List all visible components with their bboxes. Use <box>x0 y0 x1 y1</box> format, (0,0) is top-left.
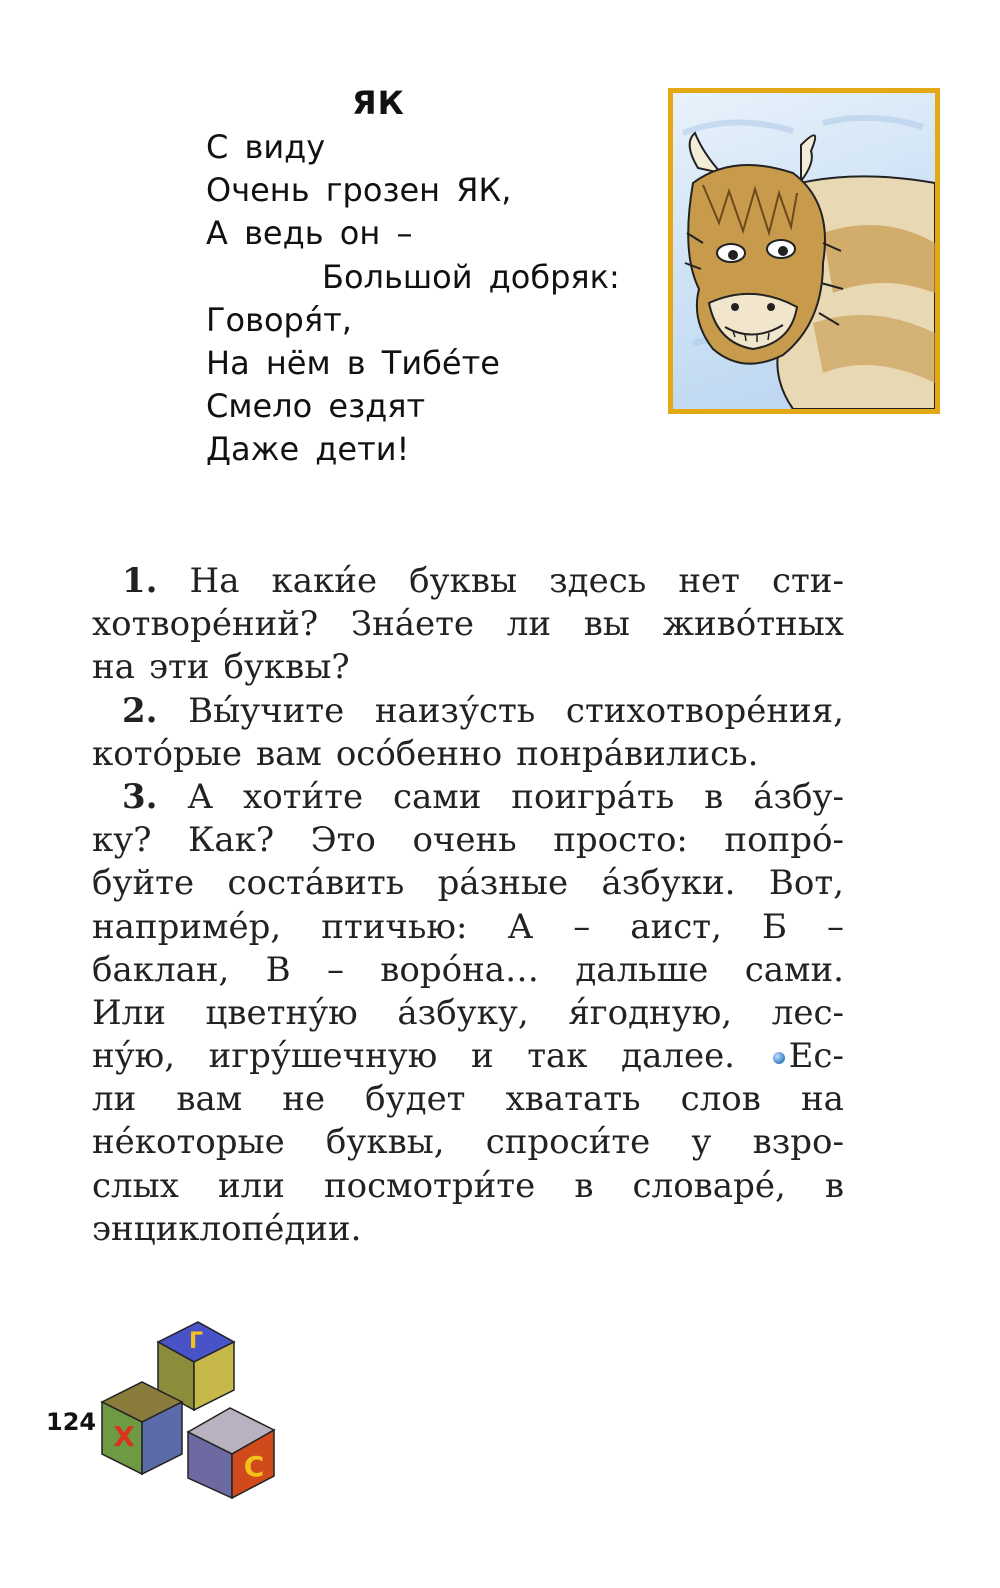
word: сти- <box>771 561 844 601</box>
bullet-dot-icon <box>773 1052 785 1064</box>
exercise-line <box>92 1035 844 1078</box>
word: сами <box>392 776 482 817</box>
cube-letter: Х <box>113 1420 135 1453</box>
cubes-icon <box>98 1318 284 1500</box>
word: далее. <box>621 1036 735 1077</box>
word: вам <box>255 733 322 774</box>
word: слов <box>680 1079 761 1120</box>
word: очень <box>412 820 517 861</box>
exercise-line <box>92 603 844 646</box>
poem-line: Даже дети! <box>206 430 410 469</box>
word: здесь <box>549 561 647 601</box>
word: ра́зные <box>437 863 569 904</box>
word: поигра́ть <box>511 776 675 817</box>
word: в <box>824 1165 844 1206</box>
word: дальше <box>575 949 709 990</box>
word: вам <box>176 1079 243 1120</box>
word: я́годную, <box>568 992 733 1033</box>
word: – <box>326 949 344 990</box>
exercise-line <box>92 560 844 603</box>
word: словаре́, <box>632 1165 786 1206</box>
word: буквы? <box>223 647 350 688</box>
exercise-line <box>92 776 844 819</box>
word: живо́тных <box>662 604 844 645</box>
word: Вот, <box>768 863 844 904</box>
word: будет <box>365 1079 466 1120</box>
word: понра́вились. <box>516 733 759 774</box>
word: – <box>573 906 591 947</box>
word: а́збу- <box>753 776 844 817</box>
word: Как? <box>188 820 275 861</box>
word: сами. <box>744 949 844 990</box>
exercise-line <box>92 1165 844 1208</box>
word: Б <box>761 906 787 947</box>
word: буйте <box>92 863 195 904</box>
word: или <box>217 1165 285 1206</box>
word: наприме́р, <box>92 906 282 947</box>
word: взро- <box>752 1122 844 1163</box>
word: слых <box>92 1165 179 1206</box>
word: соста́вить <box>227 863 405 904</box>
word: стихотворе́ния, <box>565 690 844 731</box>
word: птичью: <box>321 906 468 947</box>
word: аист, <box>630 906 722 947</box>
exercises-text <box>92 560 844 1251</box>
cube-letter: Г <box>188 1329 204 1354</box>
word: – <box>826 906 844 947</box>
word: у <box>691 1122 712 1163</box>
word: вы <box>583 604 630 645</box>
word: ли <box>506 604 552 645</box>
word: ку? <box>92 820 152 861</box>
word: ли <box>92 1079 137 1120</box>
word: на <box>92 647 135 688</box>
yak-illustration <box>668 88 940 414</box>
word: А <box>187 776 214 817</box>
word: Зна́ете <box>350 604 475 645</box>
page-number: 124 <box>46 1408 97 1436</box>
word: наизу́сть <box>374 690 536 731</box>
word: в <box>704 776 724 817</box>
exercise-line <box>92 1121 844 1164</box>
word: а́збуки. <box>601 863 736 904</box>
word: Ес- <box>788 1036 844 1077</box>
exercise-number: 2. <box>122 690 158 731</box>
word-with-bullet <box>769 1035 844 1078</box>
word: В <box>265 949 291 990</box>
poem-line: Большой добряк: <box>322 257 620 296</box>
cube-left <box>102 1382 182 1474</box>
exercise-line <box>92 1078 844 1121</box>
yak-icon <box>673 93 935 409</box>
word: и <box>470 1036 494 1077</box>
word: хоти́те <box>243 776 364 817</box>
word: так <box>527 1036 588 1077</box>
word: буквы <box>409 561 518 601</box>
word: ну́ю, <box>92 1036 176 1077</box>
word: энциклопе́дии. <box>92 1208 362 1249</box>
word: а́збуку, <box>397 992 529 1033</box>
word: буквы, <box>325 1122 445 1163</box>
exercise-line <box>92 906 844 949</box>
exercise-line <box>92 733 844 776</box>
exercise-line <box>92 819 844 862</box>
exercise-line <box>92 1208 844 1251</box>
word: На <box>189 561 240 601</box>
word: посмотри́те <box>323 1165 536 1206</box>
poem-line: Смело ездят <box>206 387 426 426</box>
word: не <box>282 1079 326 1120</box>
word: баклан, <box>92 949 230 990</box>
word: осо́бенно <box>335 733 503 774</box>
poem-line: Говоря́т, <box>206 300 352 339</box>
word: кото́рые <box>92 733 242 774</box>
word: хватать <box>505 1079 641 1120</box>
exercise-line <box>92 949 844 992</box>
word: воро́на… <box>380 949 540 990</box>
word: спроси́те <box>485 1122 651 1163</box>
exercise-line <box>92 646 844 689</box>
word: Или <box>92 992 166 1033</box>
word: попро́- <box>724 820 844 861</box>
poem-text <box>206 126 656 472</box>
exercise-line <box>92 992 844 1035</box>
word: не́которые <box>92 1122 285 1163</box>
word: эти <box>148 647 210 688</box>
exercise-line <box>92 690 844 733</box>
word: лес- <box>771 992 844 1033</box>
alphabet-blocks-icon <box>98 1318 284 1500</box>
cube-letter: С <box>243 1450 265 1483</box>
word: просто: <box>553 820 688 861</box>
poem-line: На нём в Тибе́те <box>206 343 500 382</box>
exercise-number: 1. <box>122 561 158 601</box>
word: цветну́ю <box>205 992 358 1033</box>
word: игру́шечную <box>208 1036 438 1077</box>
word: в <box>574 1165 594 1206</box>
word: на <box>801 1079 844 1120</box>
word: А <box>507 906 534 947</box>
cube-right <box>188 1408 274 1498</box>
poem-line: А ведь он – <box>206 214 413 253</box>
exercise-line <box>92 862 844 905</box>
word: каки́е <box>271 561 378 601</box>
word: Вы́учите <box>188 690 345 731</box>
poem-title: ЯК <box>352 84 405 122</box>
word: хотворе́ний? <box>92 604 319 645</box>
exercise-number: 3. <box>122 776 158 817</box>
word: Это <box>310 820 376 861</box>
poem-line: С виду <box>206 128 326 166</box>
poem-line: Очень грозен ЯК, <box>206 171 512 210</box>
word: нет <box>678 561 740 601</box>
